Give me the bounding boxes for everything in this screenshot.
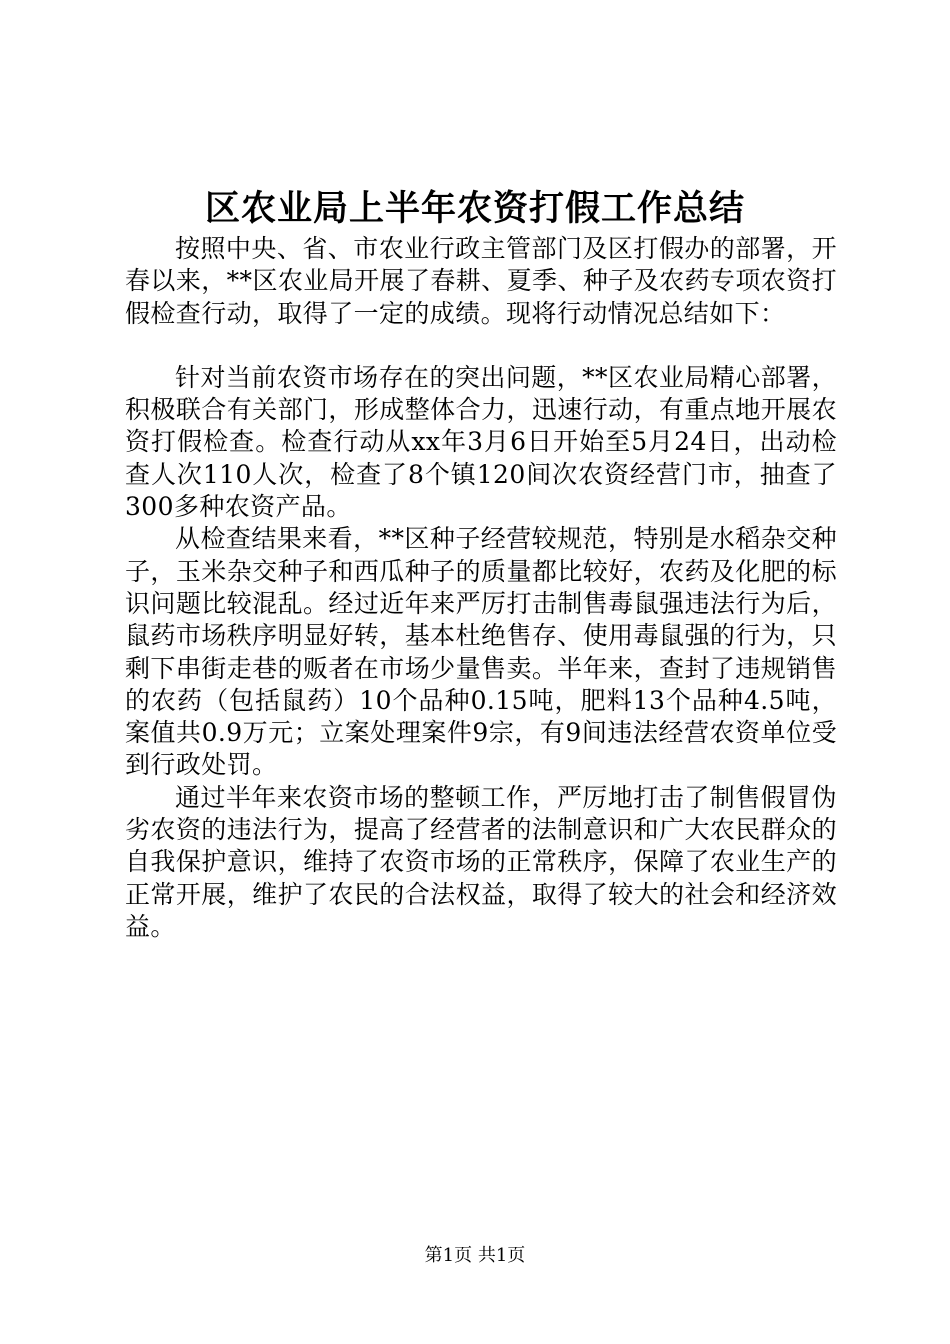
paragraph-spacer [125, 330, 837, 362]
paragraph-intro: 按照中央、省、市农业行政主管部门及区打假办的部署，开春以来，**区农业局开展了春耕、夏季、种子及农药专项农资打假检查行动，取得了一定的成绩。现将行动情况总结如下： [125, 234, 837, 328]
document-body [125, 233, 837, 943]
paragraph-results: 从检查结果来看，**区种子经营较规范，特别是水稻杂交种子，玉米杂交种子和西瓜种子的质量都比较好，农药及化肥的标识问题比较混乱。经过近年来严厉打击制售毒鼠强违法行为后，鼠药市场秩序明显好转，基本杜绝售存、使用毒鼠强的行为，只剩下串街走巷的贩者在市场少量售卖。半年来，查封了违规销售的农药（包括鼠药）10个品种0.15吨，肥料13个品种4.5吨，案值共0.9万元；立案处理案件9宗，有9间违法经营农资单位受到行政处罚。 [125, 524, 837, 780]
paragraph-conclusion: 通过半年来农资市场的整顿工作，严厉地打击了制售假冒伪劣农资的违法行为，提高了经营者的法制意识和广大农民群众的自我保护意识，维持了农资市场的正常秩序，保障了农业生产的正常开展，维护了农民的合法权益，取得了较大的社会和经济效益。 [125, 782, 837, 941]
paragraph-inspection: 针对当前农资市场存在的突出问题，**区农业局精心部署，积极联合有关部门，形成整体合力，迅速行动，有重点地开展农资打假检查。检查行动从xx年3月6日开始至5月24日，出动检查人次110人次，检查了8个镇120间次农资经营门市，抽查了300多种农资产品。 [125, 362, 837, 522]
document-title: 区农业局上半年农资打假工作总结 [204, 188, 745, 229]
page-number-footer: 第1页 共1页 [424, 1245, 526, 1266]
